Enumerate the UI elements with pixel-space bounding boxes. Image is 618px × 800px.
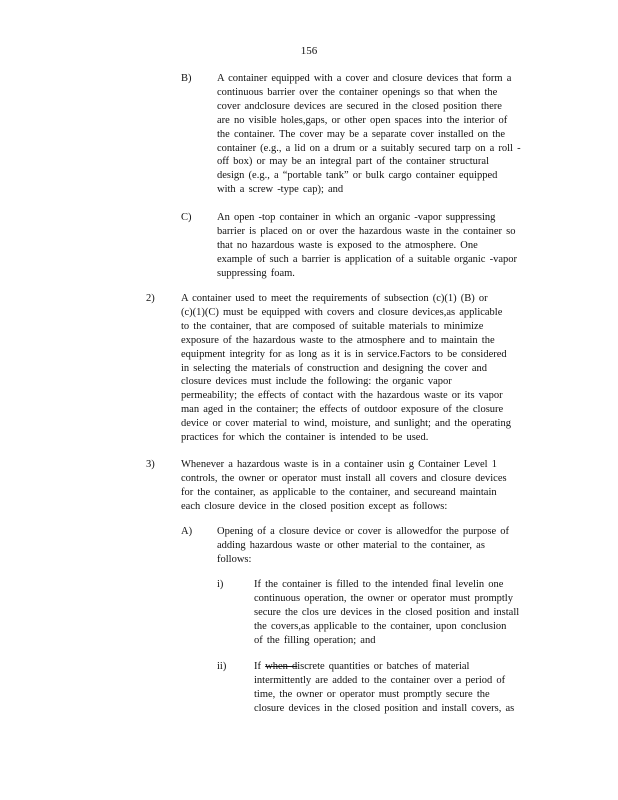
item-label: i) [217,579,224,590]
item-label: 3) [146,459,155,470]
text-line: container (e.g., a lid on a drum or a suitably secured tarp on a roll - [217,142,521,154]
item-text [181,292,541,445]
text-line: that no hazardous waste is exposed to the atmosphere. One [217,239,478,251]
text-line: exposure of the hazardous waste to the atmosphere and to maintain the [181,334,495,346]
line-prefix: If [254,661,266,672]
text-line: device or cover material to wind, moisture, and sunlight; and the operating [181,418,511,430]
text-line: (c)(1)(C) must be equipped with covers and closure devices,as applicable [181,306,503,318]
text-line: for the container, as applicable to the container, and secureand maintain [181,486,497,498]
item-text [254,660,544,716]
text-line: suppressing foam. [217,267,295,279]
item-label: A) [181,526,193,537]
text-line: closure devices in the closed position and install covers, as [254,702,515,714]
text-line: cover andclosure devices are secured in the closed position there [217,100,502,112]
text-line: man aged in the container; the effects of outdoor exposure of the closure [181,404,504,416]
text-line: each closure device in the closed position except as follows: [181,500,448,512]
text-line: the container. The cover may be a separate cover installed on the [217,128,506,140]
text-line: secure the clos ure devices in the closed position and install [254,606,520,618]
text-line: with a screw -type cap); and [217,184,344,196]
text-line: continuous operation, the owner or operator must promptly [254,592,513,604]
text-line: off box) or may be an integral part of the container structural [217,156,490,168]
text-line [254,660,544,674]
struck-text: when d [265,661,298,672]
text-line: to the container, that are composed of suitable materials to minimize [181,320,484,332]
text-line: practices for which the container is intended to be used. [181,432,429,444]
item-text [254,578,544,648]
text-line: closure devices must include the following: the organic vapor [181,376,452,388]
text-line: permeability; the effects of contact with the hazardous waste or its vapor [181,390,503,402]
text-line: A container used to meet the requirements of subsection (c)(1) (B) or [181,293,488,304]
item-text [181,458,541,514]
text-line: A container equipped with a cover and closure devices that form a [217,73,512,84]
text-line: Whenever a hazardous waste is in a container usin g Container Level 1 [181,459,497,470]
item-text [217,525,541,567]
text-line: the covers,as applicable to the container, upon conclusion [254,620,507,632]
text-line: design (e.g., a “portable tank” or bulk cargo container equipped [217,170,498,182]
line-rest: iscrete quantities or batches of material [297,661,470,672]
text-line: follows: [217,553,252,565]
text-line: equipment integrity for as long as it is in service.Factors to be considered [181,348,507,360]
text-line: If the container is filled to the intended final levelin one [254,579,504,590]
text-line: adding hazardous waste or other material to the container, as [217,539,485,551]
item-label: B) [181,73,192,84]
item-label: C) [181,212,192,223]
text-line: An open -top container in which an organic -vapor suppressing [217,212,496,223]
text-line: continuous barrier over the container openings so that when the [217,86,498,98]
text-line: example of such a barrier is application of a suitable organic -vapor [217,253,517,265]
text-line: of the filling operation; and [254,634,376,646]
item-text [217,211,541,281]
text-line: controls, the owner or operator must install all covers and closure devices [181,472,507,484]
text-line: barrier is placed on or over the hazardous waste in the container so [217,225,516,237]
item-label: ii) [217,661,227,672]
text-line: are no visible holes,gaps, or other open spaces into the interior of [217,114,508,126]
text-line: in selecting the materials of construction and designing the cover and [181,362,487,374]
item-text [217,72,539,197]
page-number: 156 [300,45,318,57]
text-line: intermittently are added to the container over a period of [254,674,506,686]
text-line: time, the owner or operator must promptly secure the [254,688,490,700]
text-line: Opening of a closure device or cover is allowedfor the purpose of [217,526,510,537]
item-label: 2) [146,293,155,304]
